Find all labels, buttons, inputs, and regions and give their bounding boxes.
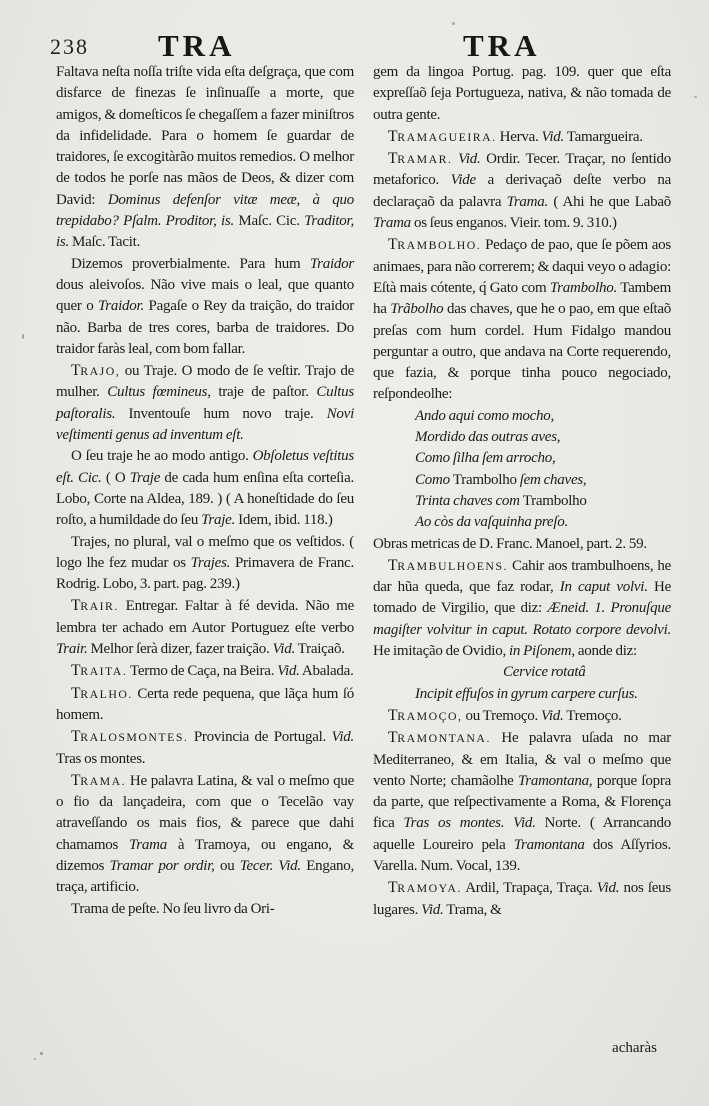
text-run: Cahir aos trambulhoens, he dar hũa queda, que faz rodar, — [373, 557, 671, 596]
italic-text-run: Vid. — [541, 707, 564, 724]
italic-text-run: Vid. — [541, 128, 565, 145]
paragraph — [373, 727, 671, 877]
italic-text-run: Cultus fœmineus, — [107, 384, 211, 401]
entry-word: TRAMOYA. — [388, 879, 462, 897]
entry-word: TRAMAR. — [388, 150, 453, 168]
text-run: ou Tremoço. — [462, 707, 542, 724]
text-run: Certa rede pequena, que lãça hum ſó homem. — [56, 685, 354, 723]
italic-text-run: Incipit effuſos in gyrum carpere curſus. — [415, 685, 638, 702]
text-run: ou Traje. O modo de ſe veſtir. Trajo de mulher. — [56, 363, 354, 401]
entry-word: TRAMBULHOENS. — [388, 556, 508, 574]
header-left-tra: TRA — [158, 28, 236, 63]
entry-word: TRALHO. — [71, 684, 133, 702]
verse-line — [415, 512, 671, 533]
text-run: Trambolho — [452, 471, 517, 488]
italic-text-run: In caput volvi. — [559, 579, 648, 596]
italic-text-run: Cervice rotatâ — [503, 664, 586, 681]
text-run: Obras metricas de D. Franc. Manoel, part. 2. 59. — [373, 535, 647, 552]
paragraph — [56, 683, 354, 727]
scan-speck — [34, 1058, 36, 1060]
text-run: He palavra Latina, & val o meſmo que o fio da lançadeira, com que o Tecelão vay atraveſſando os mais fios, & parece que dahi chamamos — [56, 772, 354, 853]
paragraph — [373, 148, 671, 234]
catchword: acharàs — [612, 1040, 657, 1056]
italic-text-run: Traidor — [309, 255, 354, 272]
text-run: Melhor ſerà dizer, fazer traição. — [87, 641, 273, 658]
text-run: Abalada. — [299, 663, 354, 680]
paragraph — [373, 705, 671, 727]
italic-text-run: Tramontana — [513, 836, 585, 853]
italic-text-run: Ao còs da vaſquinha preſo. — [415, 514, 569, 531]
text-run: O ſeu traje he ao modo antigo. — [71, 448, 253, 465]
text-run: Trambolho — [522, 492, 587, 509]
italic-text-run: Trama — [129, 836, 167, 853]
text-run: traje de paſtor. — [210, 384, 317, 401]
italic-text-run: Trama. — [506, 193, 549, 210]
italic-text-run: Tras os montes. Vid. — [403, 815, 536, 832]
italic-text-run: Traditor, is. — [56, 213, 354, 251]
paragraph — [373, 126, 671, 148]
entry-word: TRALOSMONTES. — [71, 728, 189, 746]
italic-text-run: Dominus defenſor vitæ meæ, à quo trepidabo? Pſalm. Proditor, is. — [56, 191, 354, 230]
verse-line — [415, 491, 671, 512]
header-right-tra: TRA — [463, 28, 541, 63]
text-run: dos Aſſyrios. Varella. Num. Vocal, 139. — [373, 836, 671, 874]
scan-speck — [40, 1052, 43, 1055]
text-run: das chaves, que he o pao, em que eſtaõ preſas com hum cordel. Hum Fidalgo mandou perguntar a outro, que andava na Corte requerendo, que fazia, & porque tinha pouco negociado, reſpondeolhe: — [373, 301, 671, 403]
text-run: Entregar. Faltar à fé devida. Não me lembra ter achado em Autor Portuguez eſte verbo — [56, 598, 354, 636]
italic-text-run: Traidor. — [98, 298, 144, 315]
italic-text-run: Vid. — [458, 151, 481, 168]
paragraph — [56, 360, 354, 446]
paragraph — [56, 595, 354, 660]
text-run: nos ſeus lugares. — [373, 880, 671, 918]
italic-text-run: Ando aqui como mocho, — [415, 407, 555, 424]
italic-text-run: Trama — [373, 215, 411, 232]
text-run: gem da lingoa Portug. pag. 109. quer que eſta expreſſaõ ſeja Portugueza, nativa, & não tomada de outra gente. — [373, 64, 671, 123]
column-left — [56, 62, 354, 920]
paragraph — [56, 660, 354, 682]
italic-text-run: Mordido das outras aves, — [415, 429, 561, 446]
text-run: aonde diz: — [574, 643, 637, 660]
italic-text-run: Cultus paſtoralis. — [56, 384, 354, 422]
italic-text-run: Tramontana, — [517, 772, 593, 789]
paragraph — [56, 62, 354, 254]
italic-text-run: Novi veſtimenti genus ad inventum eſt. — [56, 405, 354, 444]
italic-text-run: Vid. — [331, 729, 354, 746]
scan-speck — [694, 96, 697, 98]
text-run: à Tramoya, ou engano, & dizemos — [56, 836, 354, 874]
text-run: de cada hum enſina eſta corteſia. Lobo, Corte na Aldea, 189. ) ( A honeſtidade do ſeu roſto, a humildade do ſeu — [56, 469, 355, 529]
entry-word: TRAMOÇO, — [388, 706, 463, 724]
italic-text-run: Como — [415, 471, 453, 488]
italic-text-run: Tramar por ordir, — [109, 857, 215, 874]
italic-text-run: Æneid. 1. Pronuſque magiſter volvitur in caput. Rotato corpore devolvi. — [373, 600, 672, 638]
running-head — [0, 0, 709, 64]
entry-word: TRAMONTANA. — [388, 729, 491, 747]
italic-text-run: Vide — [450, 172, 476, 189]
text-run: Termo de Caça, na Beira. — [127, 663, 278, 680]
text-run: dous aleivoſos. Não vive mais o leal, que quanto quer o — [56, 276, 354, 315]
text-run: ( Ahi he que Labaõ — [548, 193, 671, 210]
verse-line — [415, 427, 671, 448]
paragraph — [373, 877, 671, 921]
entry-word: TRAJO, — [71, 362, 121, 380]
paragraph — [56, 726, 354, 770]
italic-text-run: Trãbolho — [390, 301, 444, 318]
paragraph — [373, 534, 671, 555]
italic-text-run: Vid. — [596, 880, 620, 897]
text-run: Engano, traça, artificio. — [56, 857, 355, 896]
paragraph — [56, 899, 354, 920]
text-run: Dizemos proverbialmente. Para hum — [71, 255, 310, 272]
text-run: Herva. — [496, 128, 542, 145]
italic-text-run: Trambolho. — [549, 279, 618, 296]
italic-text-run: Traje — [129, 469, 161, 486]
text-run: Tambem ha — [373, 279, 671, 318]
text-run: Pagaſe o Rey da traição, do traidor não. Barba de tres cores, barba de traidores. Do traidor faràs leal, com bom fallar. — [56, 298, 354, 357]
italic-text-run: Trair. — [56, 641, 88, 658]
paragraph — [373, 62, 671, 126]
text-run: Primavera de Franc. Rodrig. Lobo, 3. part. pag. 239.) — [56, 554, 354, 593]
text-run: Tremoço. — [563, 707, 622, 724]
paragraph — [56, 770, 354, 899]
text-run: ou — [214, 857, 240, 874]
text-run: Tamargueira. — [564, 128, 643, 145]
paragraph — [56, 446, 354, 531]
verse-line — [415, 684, 671, 705]
paragraph — [373, 555, 671, 662]
text-run: Norte. ( Arrancando aquelle Loureiro pela — [373, 815, 671, 853]
text-run: Maſc. Cic. — [234, 213, 305, 230]
verse-line — [503, 662, 671, 683]
entry-word: TRAITA. — [71, 662, 128, 680]
verse-line — [415, 406, 671, 427]
entry-word: TRAMBOLHO. — [388, 236, 482, 254]
italic-text-run: Vid. — [272, 641, 295, 658]
text-run: Ordir. Tecer. Traçar, no ſentido metaforico. — [373, 151, 671, 189]
verse-line — [415, 448, 671, 469]
entry-word: TRAMAGUEIRA. — [388, 127, 497, 145]
paragraph — [56, 532, 354, 596]
scan-speck — [452, 22, 455, 25]
scan-speck — [22, 334, 24, 339]
text-run: os ſeus enganos. Vieir. tom. 9. 310.) — [410, 215, 617, 232]
italic-text-run: Como ſilha ſem arrocho, — [415, 450, 556, 467]
text-run: Idem, ibid. 118.) — [235, 512, 333, 529]
text-run: a derivaçaõ deſte verbo na declaraçaõ da palavra — [373, 172, 671, 210]
verse-line — [415, 470, 671, 491]
text-run: Ardil, Trapaça, Traça. — [461, 880, 597, 897]
text-run: ( O — [101, 469, 130, 486]
text-run: Faltava neſta noſſa triſte vida eſta deſgraça, que com disfarce de finezas ſe inſinuaſſe a morte, que amigos, & domeſticos ſe chegaſſem a fazer miniſtros da infidelidade. Para o homem ſe guardar de traidores, ſe excogitàrão muitos remedios. O melhor de todos he porſe nas mãos de Deos, & dizer com David: — [56, 64, 354, 208]
text-run: Trama, & — [443, 901, 502, 918]
text-run: He imitação de Ovidio, — [373, 643, 509, 660]
text-run: Provincia de Portugal. — [188, 729, 332, 746]
entry-word: TRAMA. — [71, 771, 127, 789]
page-number: 238 — [50, 34, 89, 59]
text-run: He tomado de Virgilio, que diz: — [373, 579, 671, 617]
italic-text-run: Vid. — [421, 901, 444, 918]
italic-text-run: in Piſonem, — [508, 643, 575, 660]
entry-word: TRAIR. — [71, 597, 119, 615]
text-run: He palavra uſada no mar Mediterraneo, & em Italia, & val o meſmo que vento Norte; chamãolhe — [373, 730, 671, 789]
italic-text-run: Vid. — [277, 663, 300, 680]
text-run: Trama de peſte. No ſeu livro da Ori- — [71, 900, 275, 917]
italic-text-run: Traje. — [201, 512, 236, 529]
text-columns — [56, 62, 672, 921]
text-run: Maſc. Tacit. — [69, 234, 141, 251]
paragraph — [56, 254, 354, 360]
text-run: Traiçaõ. — [294, 641, 345, 658]
text-run: Trajes, no plural, val o meſmo que os veſtidos. ( logo lhe fez mudar os — [56, 533, 354, 571]
italic-text-run: ſem chaves, — [516, 471, 587, 488]
text-run: porque ſopra da parte, que reſpectivamente a Roma, & Florença fica — [373, 772, 671, 832]
italic-text-run: Trajes. — [190, 554, 231, 571]
text-run: Inventouſe hum novo traje. — [115, 405, 327, 422]
text-run: Pedaço de pao, que ſe põem aos animaes, para não correrem; & daqui veyo o adagio: Eſtà mais cótente, q́ Gato com — [373, 237, 671, 296]
italic-text-run: Tecer. Vid. — [239, 857, 301, 874]
italic-text-run: Trinta chaves com — [415, 492, 523, 509]
italic-text-run: Obſoletus veſtitus eſt. Cic. — [56, 448, 355, 486]
paragraph — [373, 234, 671, 405]
column-right — [373, 62, 671, 921]
text-run: Tras os montes. — [56, 750, 146, 767]
